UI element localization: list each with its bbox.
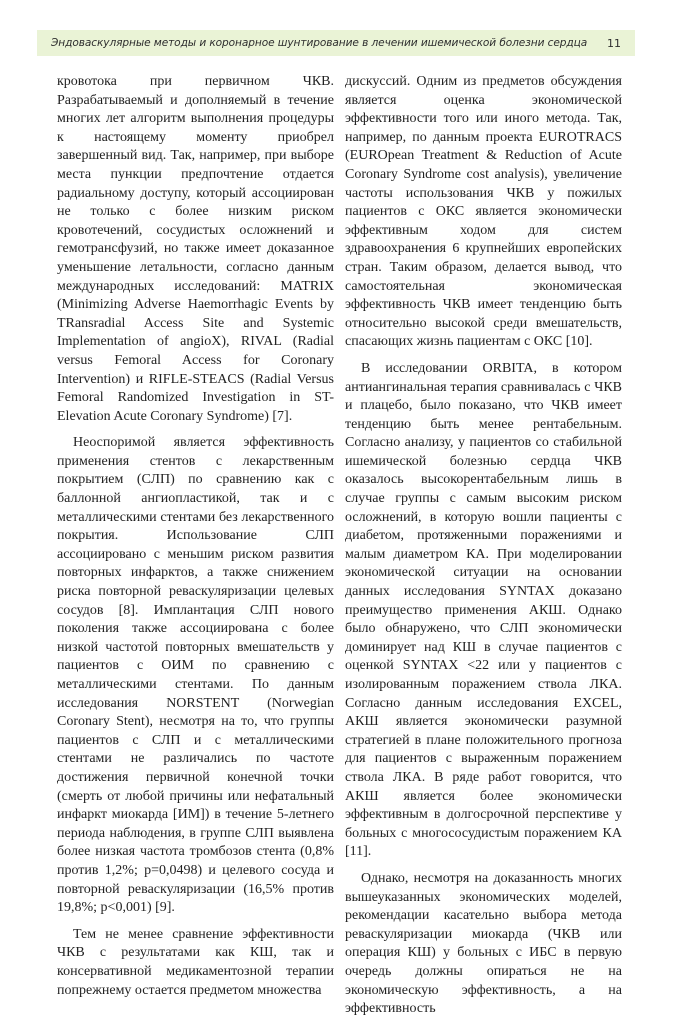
paragraph: Неоспоримой является эффективность применения стентов с лекарственным покрытием (СЛП) по сравнению как с баллонной ангиопластикой, так и с металлическими стентами без лекарственного покрытия. Использование СЛП ассоциировано с меньшим риском развития повторных инфарктов, а также снижением риска повторной реваскуляризации целевых сосудов [8]. Имплантация СЛП нового поколения также ассоциирована с более низкой частотой повторных вмешательств у пациентов с ОИМ по сравнению с металлическими стентами. По данным исследования NORSTENT (Norwegian Coronary Stent), несмотря на то, что группы пациентов с СЛП и с металлическими стентами не различались по частоте достижения первичной конечной точки (смерть от любой причины или нефатальный инфаркт миокарда [ИМ]) в течение 5-летнего периода наблюдения, в группе СЛП выявлена более низкая частота тромбозов стента (0,8% против 1,2%; p=0,0498) и целевого сосуда и повторной реваскуляризации (16,5% против 19,8%; p<0,001) [9]. xyxy=(57,435,334,916)
paragraph: Однако, несмотря на доказанность многих вышеуказанных экономических моделей, рекомендации касательно выбора метода реваскуляризации миокарда (ЧКВ или операция КШ) у больных с ИБС в первую очередь должны опираться не на экономическую эффективность, а на эффективность xyxy=(345,870,622,1017)
right-column xyxy=(345,73,622,1027)
paragraph: дискуссий. Одним из предметов обсуждения является оценка экономической эффективности того или иного метода. Так, например, по данным проекта EUROTRACS (EUROpean Treatment & Reduction of Acute Coronary Syndrome cost analysis), увеличение частоты использования ЧКВ у пожилых пациентов с ОКС является экономически эффективным ходом для систем здравоохранения 6 крупнейших европейских стран. Таким образом, делается вывод, что самостоятельная экономическая эффективность ЧКВ имеет тенденцию быть относительно высокой среди вмешательств, спасающих жизнь пациентам с ОКС [10]. xyxy=(345,74,622,350)
running-title: Эндоваскулярные методы и коронарное шунтирование в лечении ишемической болезни сердца xyxy=(51,37,588,49)
paragraph: кровотока при первичном ЧКВ. Разрабатываемый и дополняемый в течение многих лет алгоритм выполнения процедуры к настоящему моменту приобрел завершенный вид. Так, например, при выборе места пункции предпочтение отдается радиальному доступу, который ассоциирован не только с более низким риском кровотечений, сосудистых осложнений и гемотрансфузий, но также имеет доказанное уменьшение летальности, согласно данным международных исследований: MATRIX (Minimizing Adverse Haemorrhagic Events by TRansradial Access Site and Systemic Implementation of angioX), RIVAL (Radial versus Femoral Access for Coronary Intervention) и RIFLE-STEACS (Radial Versus Femoral Randomized Investigation in ST-Elevation Acute Coronary Syndrome) [7]. xyxy=(57,74,334,424)
left-column xyxy=(57,73,334,1008)
paragraph: В исследовании ORBITA, в котором антиангинальная терапия сравнивалась с ЧКВ и плацебо, было показано, что ЧКВ имеет тенденцию быть менее рентабельным. Согласно анализу, у пациентов со стабильной ишемической болезнью сердца ЧКВ оказалось высокорентабельным лишь в случае группы с самым высоким риском осложнений, в которую вошли пациенты с диабетом, протяженными поражениями и малым диаметром КА. При моделировании экономической ситуации на основании данных исследования SYNTAX доказано преимущество применения АКШ. Однако было обнаружено, что СЛП экономически доминирует над КШ в случае пациентов с оценкой SYNTAX <22 или у пациентов с изолированным поражением ствола ЛКА. Согласно данным исследования EXCEL, АКШ является экономически разумной стратегией в плане положительного прогноза для пациентов с выраженным поражением ствола ЛКА. В ряде работ говорится, что АКШ является более экономически эффективным в долгосрочной перспективе у больных с многососудистым поражением КА [11]. xyxy=(345,360,622,860)
paragraph: Тем не менее сравнение эффективности ЧКВ с результатами как КШ, так и консервативной медикаментозной терапии попрежнему остается предметом множества xyxy=(57,926,334,998)
running-header xyxy=(37,30,635,56)
page-number: 11 xyxy=(607,36,621,50)
